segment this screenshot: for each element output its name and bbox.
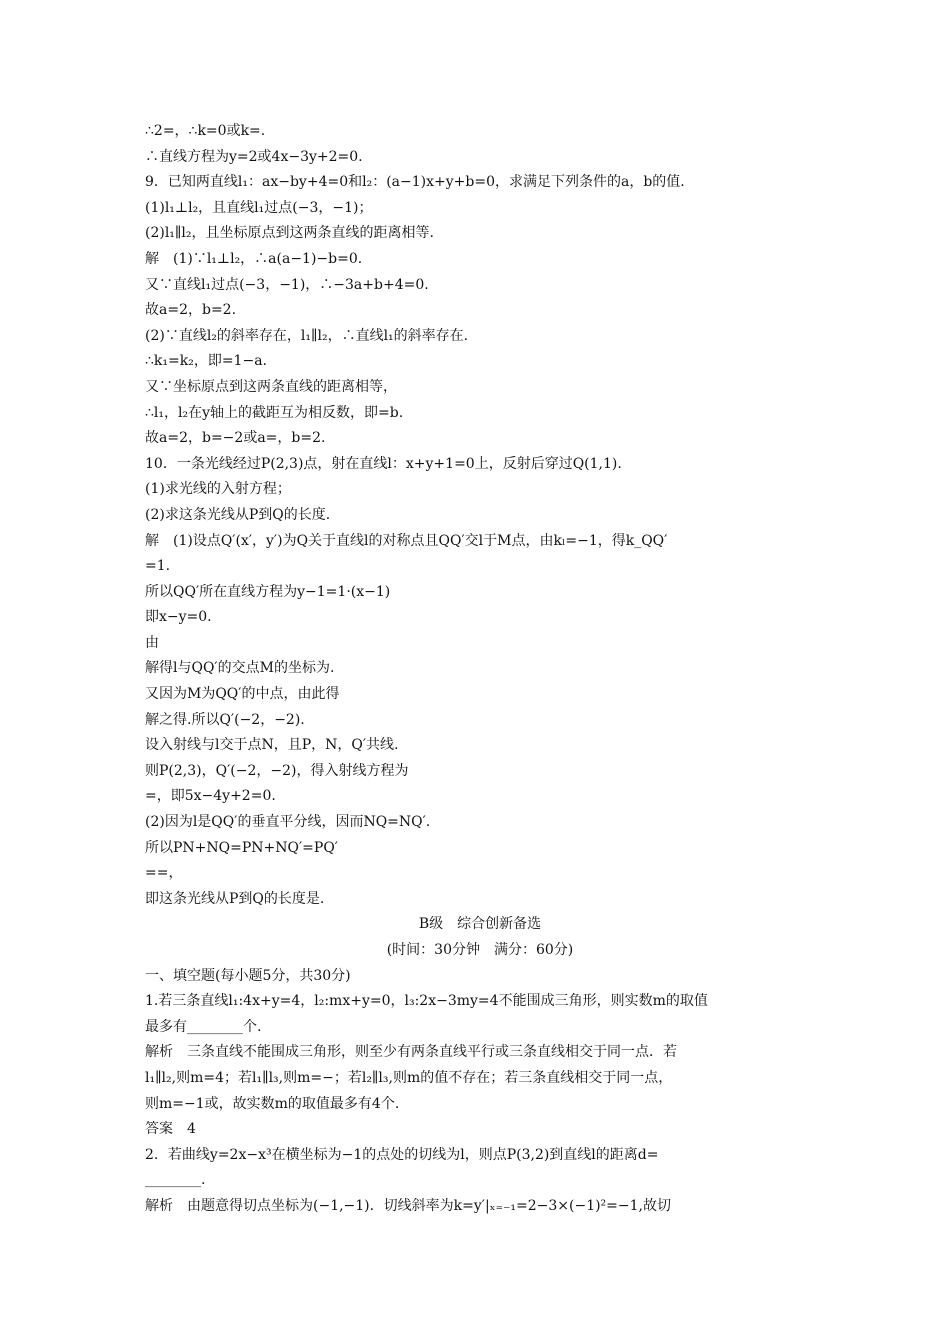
text-line: =1. (145, 558, 171, 575)
text-line: ∴2=，∴k=0或k=. (145, 123, 266, 139)
text-line: 所以QQ′所在直线方程为y−1=1·(x−1) (145, 583, 391, 600)
text-line: 又∵坐标原点到这两条直线的距离相等， (145, 378, 397, 395)
text-line: 1.若三条直线l₁:4x+y=4，l₂:mx+y=0，l₃:2x−3my=4不能围成三角形，则实数m的取值 (145, 993, 708, 1010)
text-line: ∴k₁=k₂，即=1−a. (145, 353, 267, 370)
text-line: 解 (1)∵l₁⊥l₂，∴a(a−1)−b=0. (145, 250, 363, 267)
text-line: (2)∵直线l₂的斜率存在，l₁∥l₂，∴直线l₁的斜率存在. (145, 327, 469, 344)
text-line: (2)求这条光线从P到Q的长度. (145, 506, 331, 523)
text-line: 最多有________个. (145, 1018, 262, 1035)
text-line: 即x−y=0. (145, 609, 212, 626)
text-line: =，即5x−4y+2=0. (145, 788, 276, 805)
text-line: (1)l₁⊥l₂，且直线l₁过点(−3，−1)； (145, 199, 373, 216)
section-heading: (时间：30分钟 满分：60分) (386, 942, 574, 958)
text-line: 故a=2，b=−2或a=，b=2. (145, 430, 326, 447)
text-line: 解得l与QQ′的交点M的坐标为. (145, 660, 335, 677)
text-line: 9．已知两直线l₁：ax−by+4=0和l₂：(a−1)x+y+b=0，求满足下列条件的a，b的值. (145, 174, 685, 191)
text-line: 2．若曲线y=2x−x³在横坐标为−1的点处的切线为l，则点P(3,2)到直线l的距离d= (145, 1146, 659, 1163)
text-line: 又∵直线l₁过点(−3，−1)，∴−3a+b+4=0. (145, 276, 429, 293)
text-line: ∴l₁，l₂在y轴上的截距互为相反数，即=b. (145, 404, 404, 421)
text-line: 解 (1)设点Q′(x′，y′)为Q关于直线l的对称点且QQ′交l于M点，由kₗ=−1，得k_QQ′ (145, 532, 668, 549)
text-line: 解析 由题意得切点坐标为(−1,−1)．切线斜率为k=y′|ₓ₌₋₁=2−3×(−1)²=−1,故切 (145, 1197, 671, 1214)
text-line: 解之得.所以Q′(−2，−2). (145, 711, 305, 728)
document-body (145, 119, 815, 1220)
text-line: 10．一条光线经过P(2,3)点，射在直线l：x+y+1=0上，反射后穿过Q(1,1). (145, 455, 622, 472)
section-heading: B级 综合创新备选 (418, 916, 542, 933)
text-line: (2)l₁∥l₂，且坐标原点到这两条直线的距离相等. (145, 225, 434, 242)
text-line: (1)求光线的入射方程； (145, 481, 291, 498)
text-line: 由 (145, 634, 159, 651)
text-line: ∴直线方程为y=2或4x−3y+2=0. (145, 148, 363, 165)
text-line: 则P(2,3)，Q′(−2，−2)，得入射线方程为 (145, 762, 409, 779)
text-line: 一、填空题(每小题5分，共30分) (145, 967, 351, 984)
text-line: (2)因为l是QQ′的垂直平分线，因而NQ=NQ′. (145, 814, 431, 831)
text-line: 故a=2，b=2. (145, 302, 237, 319)
text-line: 解析 三条直线不能围成三角形，则至少有两条直线平行或三条直线相交于同一点．若 (145, 1044, 677, 1061)
text-line: 所以PN+NQ=PN+NQ′=PQ′ (145, 839, 338, 856)
text-line: 即这条光线从P到Q的长度是. (145, 890, 325, 907)
text-line: 又因为M为QQ′的中点，由此得 (145, 686, 340, 703)
text-line: ==， (145, 865, 183, 882)
text-line: 则m=−1或，故实数m的取值最多有4个. (145, 1095, 400, 1112)
text-line: 答案 4 (145, 1121, 196, 1138)
text-line: l₁∥l₂,则m=4；若l₁∥l₃,则m=−；若l₂∥l₃,则m的值不存在；若三条直线相交于同一点， (145, 1069, 673, 1086)
text-line: ________. (145, 1172, 206, 1189)
text-line: 设入射线与l交于点N，且P，N，Q′共线. (145, 737, 399, 754)
